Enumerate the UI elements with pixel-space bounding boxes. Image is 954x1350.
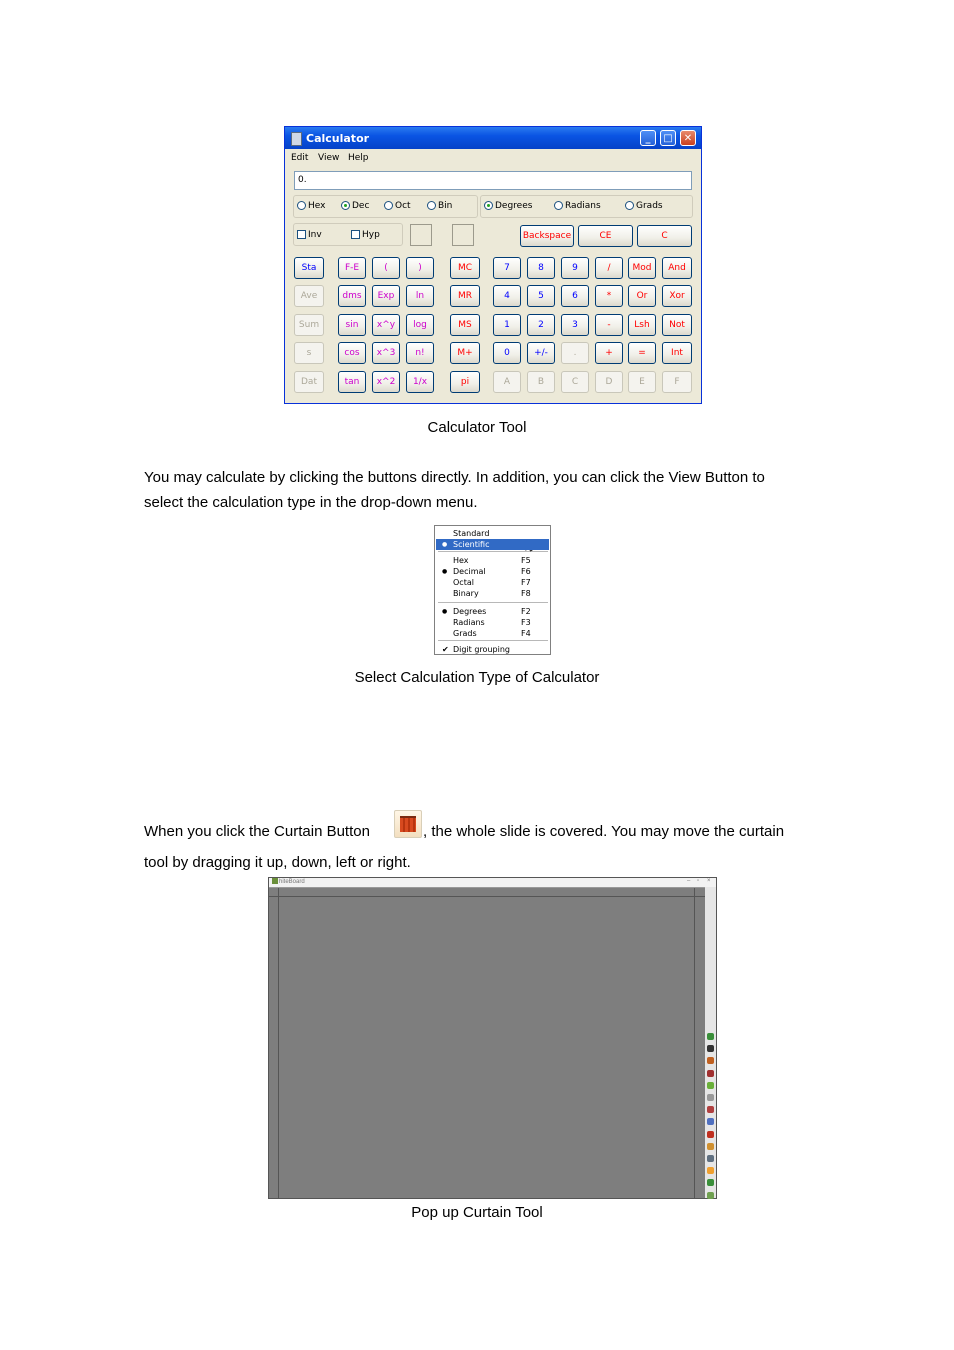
radio-hex[interactable]: Hex [297,201,325,211]
menu-item-shortcut: F6 [521,567,531,576]
maximize-icon[interactable]: ▫ [697,878,700,884]
calculator-display[interactable]: 0. [294,171,692,190]
menu-item[interactable] [436,606,549,617]
key-button[interactable]: Xor [662,285,692,307]
checkbox-inv[interactable]: Inv [297,230,322,240]
toolbar-tool-icon[interactable] [707,1131,714,1138]
key-button[interactable]: A [493,371,521,393]
curtain-edge-left [278,888,279,1198]
key-button[interactable]: 1/x [406,371,434,393]
curtain-edge-right [694,888,695,1198]
key-button[interactable]: MC [450,257,480,279]
key-button[interactable]: Not [662,314,692,336]
minimize-button[interactable]: _ [640,130,656,146]
key-button[interactable]: * [595,285,623,307]
key-button[interactable]: 8 [527,257,555,279]
key-button[interactable]: 6 [561,285,589,307]
menu-item-label: Scientific [453,540,490,549]
toolbar-tool-icon[interactable] [707,1143,714,1150]
key-button[interactable]: C [561,371,589,393]
radio-dec-dot [341,201,350,210]
key-button[interactable]: log [406,314,434,336]
calculator-window [284,126,702,404]
menu-item-label: Hex [453,556,469,565]
toolbar-tool-icon[interactable] [707,1082,714,1089]
key-button[interactable]: E [628,371,656,393]
key-button[interactable]: sin [338,314,366,336]
radio-radians-dot [554,201,563,210]
radio-radians[interactable]: Radians [554,201,601,211]
menu-item-shortcut: F7 [521,578,531,587]
toolbar-tool-icon[interactable] [707,1033,714,1040]
key-button[interactable]: Sum [294,314,324,336]
calculator-caption: Calculator Tool [427,419,527,436]
toolbar-tool-icon[interactable] [707,1118,714,1125]
radio-bin-dot [427,201,436,210]
menu-item-label: Grads [453,629,477,638]
radio-degrees[interactable]: Degrees [484,201,532,211]
radio-oct[interactable]: Oct [384,201,411,211]
key-button[interactable]: F-E [338,257,366,279]
menu-item-shortcut: F4 [521,629,531,638]
toolbar-tool-icon[interactable] [707,1179,714,1186]
menu-item-label: Standard [453,529,490,538]
menu-item[interactable] [436,644,549,655]
checkbox-hyp-box [351,230,360,239]
calculator-app-icon [291,132,302,146]
radio-dot-icon: ● [442,608,448,615]
key-button[interactable]: x^2 [372,371,400,393]
key-button[interactable]: / [595,257,623,279]
key-button[interactable]: B [527,371,555,393]
key-button[interactable]: x^y [372,314,400,336]
menu-caption: Select Calculation Type of Calculator [354,669,600,686]
key-button[interactable]: +/- [527,342,555,364]
menu-item-shortcut: F2 [521,607,531,616]
backspace-button[interactable]: Backspace [520,225,574,247]
menu-separator [438,602,548,603]
key-button[interactable]: 3 [561,314,589,336]
menu-item[interactable] [436,528,549,539]
app-icon [272,878,278,884]
toolbar-tool-icon[interactable] [707,1070,714,1077]
radio-bin[interactable]: Bin [427,201,452,211]
key-button[interactable]: n! [406,342,434,364]
curtain-window [268,877,717,1199]
whiteboard-toolbar [705,887,716,1198]
memory-indicator [410,224,432,246]
key-button[interactable]: 0 [493,342,521,364]
calculator-titlebar [285,127,701,149]
toolbar-tool-icon[interactable] [707,1192,714,1199]
menu-item[interactable] [436,577,549,588]
menu-view[interactable]: View [318,153,340,163]
key-button[interactable]: pi [450,371,480,393]
ce-button[interactable]: CE [578,225,633,247]
radio-degrees-dot [484,201,493,210]
radio-dec[interactable]: Dec [341,201,369,211]
toolbar-tool-icon[interactable] [707,1045,714,1052]
menu-item-shortcut: F3 [521,618,531,627]
menu-item-label: Radians [453,618,485,627]
toolbar-tool-icon[interactable] [707,1155,714,1162]
key-button[interactable]: . [561,342,589,364]
close-icon[interactable]: × [707,878,711,884]
key-button[interactable]: Exp [372,285,400,307]
menu-item[interactable] [436,555,549,566]
key-button[interactable]: Dat [294,371,324,393]
menu-item-shortcut: F8 [521,589,531,598]
minimize-icon[interactable]: – [687,878,691,884]
key-button[interactable]: D [595,371,623,393]
menu-separator [438,640,548,641]
toolbar-tool-icon[interactable] [707,1106,714,1113]
key-button[interactable]: ( [372,257,400,279]
curtain-edge-top [269,896,705,897]
paragraph-2-line-2: tool by dragging it up, down, left or right. [144,854,411,871]
key-button[interactable]: tan [338,371,366,393]
curtain-window-titlebar [269,878,716,888]
paragraph-1-line-1: You may calculate by clicking the buttons directly. In addition, you can click the View Button to [144,469,765,486]
key-button[interactable]: s [294,342,324,364]
toolbar-tool-icon[interactable] [707,1094,714,1101]
curtain-button-icon [394,810,422,838]
key-button[interactable]: Or [628,285,656,307]
menu-item-label: Octal [453,578,474,587]
key-button[interactable]: Int [662,342,692,364]
key-button[interactable]: Sta [294,257,324,279]
menu-help[interactable]: Help [348,153,369,163]
paragraph-2-line-1-start: When you click the Curtain Button [144,823,370,840]
toolbar-tool-icon[interactable] [707,1057,714,1064]
paren-indicator [452,224,474,246]
key-button[interactable]: x^3 [372,342,400,364]
key-button[interactable]: = [628,342,656,364]
key-button[interactable]: ln [406,285,434,307]
menu-item[interactable] [436,628,549,639]
menu-item[interactable] [436,617,549,628]
key-button[interactable]: MR [450,285,480,307]
key-button[interactable]: cos [338,342,366,364]
key-button[interactable]: And [662,257,692,279]
key-button[interactable]: + [595,342,623,364]
curtain-caption: Pop up Curtain Tool [411,1204,543,1221]
key-button[interactable]: 4 [493,285,521,307]
check-icon: ✔ [442,645,449,654]
key-button[interactable]: Mod [628,257,656,279]
radio-dot-icon: ● [442,568,448,575]
key-button[interactable]: 1 [493,314,521,336]
menu-item-label: Decimal [453,567,486,576]
radio-hex-dot [297,201,306,210]
maximize-button[interactable]: □ [660,130,676,146]
key-button[interactable]: 7 [493,257,521,279]
radio-dot-icon: ● [442,541,448,548]
checkbox-inv-box [297,230,306,239]
key-button[interactable]: MS [450,314,480,336]
paragraph-2-line-1-end: , the whole slide is covered. You may move the curtain [423,823,785,840]
menu-item[interactable] [436,539,549,550]
radio-grads[interactable]: Grads [625,201,663,211]
curtain-window-title: hiteBoard [279,879,305,885]
paragraph-1-line-2: select the calculation type in the drop-down menu. [144,494,478,511]
menu-item-label: Digit grouping [453,645,510,654]
toolbar-tool-icon[interactable] [707,1167,714,1174]
view-dropdown-menu [434,525,551,655]
key-button[interactable]: - [595,314,623,336]
menu-item-shortcut: F5 [521,556,531,565]
key-button[interactable]: Lsh [628,314,656,336]
key-button[interactable]: F [662,371,692,393]
key-button[interactable]: 2 [527,314,555,336]
key-button[interactable]: Ave [294,285,324,307]
menu-item[interactable] [436,588,549,599]
key-button[interactable]: 5 [527,285,555,307]
calculator-title: Calculator [306,132,370,145]
c-button[interactable]: C [637,225,692,247]
key-button[interactable]: dms [338,285,366,307]
key-button[interactable]: 9 [561,257,589,279]
curtain-red-drape [400,816,416,832]
checkbox-hyp[interactable]: Hyp [351,230,380,240]
radio-oct-dot [384,201,393,210]
menu-edit[interactable]: Edit [291,153,309,163]
close-button[interactable]: ✕ [680,130,696,146]
menu-item[interactable] [436,566,549,577]
key-button[interactable]: M+ [450,342,480,364]
menu-item-label: Binary [453,589,479,598]
key-button[interactable]: ) [406,257,434,279]
menu-item-label: Degrees [453,607,487,616]
radio-grads-dot [625,201,634,210]
